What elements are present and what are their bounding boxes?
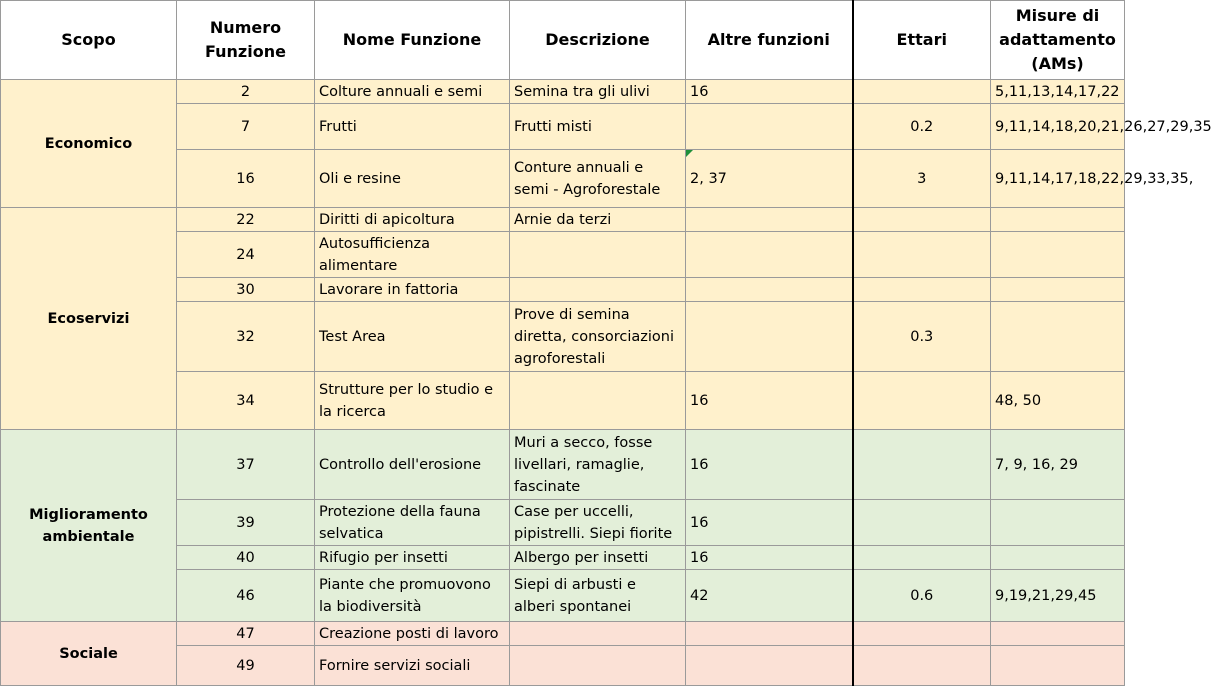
function-number: 37	[177, 430, 315, 500]
hectares	[853, 372, 991, 430]
hectares	[853, 278, 991, 302]
function-name: Strutture per lo studio e la ricerca	[315, 372, 510, 430]
function-name: Piante che promuovono la biodiversità	[315, 570, 510, 622]
function-description	[510, 646, 686, 686]
hectares	[853, 80, 991, 104]
function-description: Arnie da terzi	[510, 208, 686, 232]
function-description: Siepi di arbusti e alberi spontanei	[510, 570, 686, 622]
adaptation-measures	[991, 622, 1125, 646]
hectares	[853, 500, 991, 546]
table-row	[1, 430, 1125, 500]
hectares	[853, 646, 991, 686]
function-number: 32	[177, 302, 315, 372]
scope-cell: Miglioramento ambientale	[1, 430, 177, 622]
function-number: 47	[177, 622, 315, 646]
function-name: Controllo dell'erosione	[315, 430, 510, 500]
adaptation-measures	[991, 232, 1125, 278]
function-number: 30	[177, 278, 315, 302]
function-description: Case per uccelli, pipistrelli. Siepi fiorite	[510, 500, 686, 546]
hectares	[853, 232, 991, 278]
adaptation-measures	[991, 500, 1125, 546]
function-name: Protezione della fauna selvatica	[315, 500, 510, 546]
other-functions: 16	[686, 500, 853, 546]
function-description: Frutti misti	[510, 104, 686, 150]
function-name: Colture annuali e semi	[315, 80, 510, 104]
function-number: 7	[177, 104, 315, 150]
header-name: Nome Funzione	[315, 1, 510, 80]
adaptation-measures	[991, 546, 1125, 570]
adaptation-measures: 9,11,14,17,18,22,29,33,35,	[991, 150, 1125, 208]
function-number: 34	[177, 372, 315, 430]
function-description: Albergo per insetti	[510, 546, 686, 570]
adaptation-measures: 5,11,13,14,17,22	[991, 80, 1125, 104]
other-functions	[686, 208, 853, 232]
header-hectares: Ettari	[853, 1, 991, 80]
header-description: Descrizione	[510, 1, 686, 80]
other-functions	[686, 278, 853, 302]
other-functions	[686, 104, 853, 150]
function-name: Test Area	[315, 302, 510, 372]
function-number: 24	[177, 232, 315, 278]
function-name: Fornire servizi sociali	[315, 646, 510, 686]
table-row	[1, 622, 1125, 646]
adaptation-measures	[991, 646, 1125, 686]
hectares: 3	[853, 150, 991, 208]
function-number: 22	[177, 208, 315, 232]
scope-cell: Economico	[1, 80, 177, 208]
other-functions	[686, 232, 853, 278]
header-number: Numero Funzione	[177, 1, 315, 80]
other-functions	[686, 302, 853, 372]
other-functions: 16	[686, 372, 853, 430]
scope-cell: Ecoservizi	[1, 208, 177, 430]
header-scope: Scopo	[1, 1, 177, 80]
hectares: 0.2	[853, 104, 991, 150]
table-row	[1, 80, 1125, 104]
hectares	[853, 622, 991, 646]
adaptation-measures: 7, 9, 16, 29	[991, 430, 1125, 500]
function-name: Oli e resine	[315, 150, 510, 208]
adaptation-measures: 9,19,21,29,45	[991, 570, 1125, 622]
other-functions: 2, 37	[686, 150, 853, 208]
function-number: 16	[177, 150, 315, 208]
table-row	[1, 208, 1125, 232]
function-description: Semina tra gli ulivi	[510, 80, 686, 104]
header-measures: Misure di adattamento (AMs)	[991, 1, 1125, 80]
adaptation-measures	[991, 302, 1125, 372]
other-functions: 16	[686, 430, 853, 500]
hectares	[853, 208, 991, 232]
function-name: Frutti	[315, 104, 510, 150]
other-functions: 16	[686, 80, 853, 104]
function-name: Diritti di apicoltura	[315, 208, 510, 232]
function-description: Muri a secco, fosse livellari, ramaglie, fascinate	[510, 430, 686, 500]
function-description	[510, 278, 686, 302]
function-name: Autosufficienza alimentare	[315, 232, 510, 278]
function-name: Lavorare in fattoria	[315, 278, 510, 302]
adaptation-measures: 9,11,14,18,20,21,26,27,29,35	[991, 104, 1125, 150]
function-name: Creazione posti di lavoro	[315, 622, 510, 646]
scope-cell: Sociale	[1, 622, 177, 686]
function-number: 46	[177, 570, 315, 622]
function-description: Prove di semina diretta, consorciazioni agroforestali	[510, 302, 686, 372]
function-description	[510, 232, 686, 278]
header-other-functions: Altre funzioni	[686, 1, 853, 80]
other-functions	[686, 622, 853, 646]
function-number: 49	[177, 646, 315, 686]
hectares: 0.6	[853, 570, 991, 622]
function-number: 2	[177, 80, 315, 104]
function-description	[510, 372, 686, 430]
function-description	[510, 622, 686, 646]
other-functions	[686, 646, 853, 686]
other-functions: 42	[686, 570, 853, 622]
adaptation-measures	[991, 278, 1125, 302]
adaptation-measures: 48, 50	[991, 372, 1125, 430]
hectares	[853, 546, 991, 570]
adaptation-measures	[991, 208, 1125, 232]
function-number: 40	[177, 546, 315, 570]
function-number: 39	[177, 500, 315, 546]
hectares: 0.3	[853, 302, 991, 372]
hectares	[853, 430, 991, 500]
other-functions: 16	[686, 546, 853, 570]
function-description: Conture annuali e semi - Agroforestale	[510, 150, 686, 208]
function-name: Rifugio per insetti	[315, 546, 510, 570]
